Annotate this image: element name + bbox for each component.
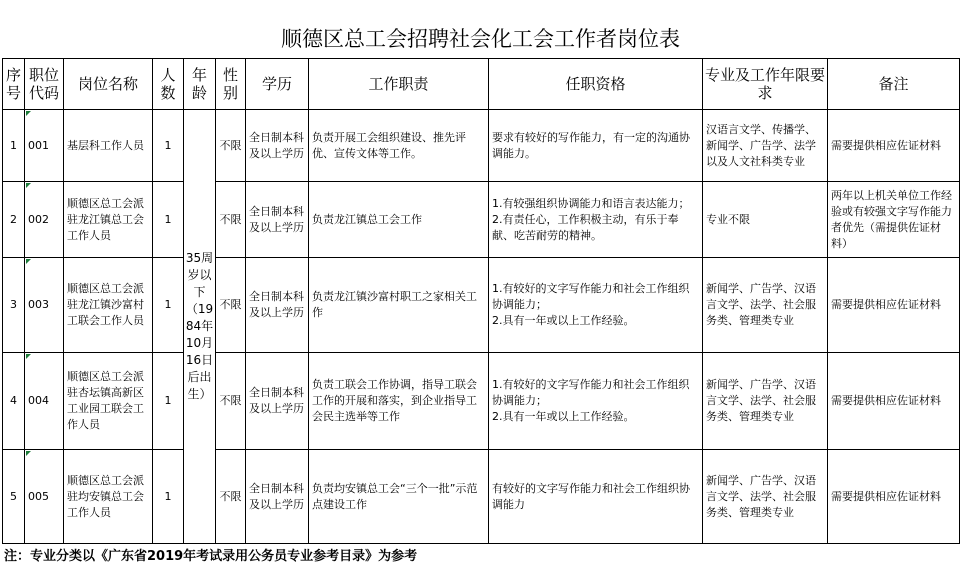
header-code: 职位代码 [25,59,64,110]
cell-seq: 2 [3,182,25,258]
header-count: 人数 [153,59,184,110]
cell-count: 1 [153,110,184,182]
cell-name: 顺德区总工会派驻龙江镇沙富村工联会工作人员 [64,258,153,353]
cell-gender: 不限 [216,353,246,450]
header-duties: 工作职责 [309,59,489,110]
header-major: 专业及工作年限要求 [703,59,828,110]
cell-gender: 不限 [216,110,246,182]
cell-notes: 两年以上机关单位工作经验或有较强文字写作能力者优先（需提供佐证材料） [828,182,960,258]
cell-code: 004 [25,353,64,450]
cell-duties: 负责龙江镇总工会工作 [309,182,489,258]
cell-count: 1 [153,353,184,450]
cell-major: 新闻学、广告学、汉语言文学、法学、社会服务类、管理类专业 [703,258,828,353]
header-name: 岗位名称 [64,59,153,110]
cell-qualifications: 1.有较好的文字写作能力和社会工作组织协调能力； 2.具有一年或以上工作经验。 [489,353,703,450]
header-notes: 备注 [828,59,960,110]
positions-table [2,58,960,544]
cell-gender: 不限 [216,450,246,544]
cell-seq: 4 [3,353,25,450]
cell-code: 005 [25,450,64,544]
cell-qualifications: 要求有较好的写作能力，有一定的沟通协调能力。 [489,110,703,182]
cell-count: 1 [153,450,184,544]
header-seq: 序号 [3,59,25,110]
cell-duties: 负责工联会工作协调，指导工联会工作的开展和落实，到企业指导工会民主选举等工作 [309,353,489,450]
cell-major: 专业不限 [703,182,828,258]
header-education: 学历 [246,59,309,110]
cell-code: 003 [25,258,64,353]
cell-major: 汉语言文学、传播学、新闻学、广告学、法学以及人文社科类专业 [703,110,828,182]
footnote: 注：专业分类以《广东省2019年考试录用公务员专业参考目录》为参考 [4,549,418,564]
cell-education: 全日制本科及以上学历 [246,182,309,258]
cell-education: 全日制本科及以上学历 [246,258,309,353]
cell-duties: 负责龙江镇沙富村职工之家相关工作 [309,258,489,353]
page-title: 顺德区总工会招聘社会化工会工作者岗位表 [281,27,680,51]
cell-notes: 需要提供相应佐证材料 [828,110,960,182]
cell-notes: 需要提供相应佐证材料 [828,258,960,353]
cell-count: 1 [153,258,184,353]
table-row [3,258,960,353]
cell-count: 1 [153,182,184,258]
cell-seq: 1 [3,110,25,182]
cell-education: 全日制本科及以上学历 [246,450,309,544]
table-row [3,450,960,544]
header-gender: 性别 [216,59,246,110]
cell-name: 顺德区总工会派驻龙江镇总工会工作人员 [64,182,153,258]
cell-seq: 3 [3,258,25,353]
table-row [3,353,960,450]
table-row [3,182,960,258]
cell-qualifications: 1.有较好的文字写作能力和社会工作组织协调能力； 2.具有一年或以上工作经验。 [489,258,703,353]
cell-qualifications: 有较好的文字写作能力和社会工作组织协调能力 [489,450,703,544]
cell-education: 全日制本科及以上学历 [246,110,309,182]
cell-duties: 负责开展工会组织建设、推先评优、宣传文体等工作。 [309,110,489,182]
cell-major: 新闻学、广告学、汉语言文学、法学、社会服务类、管理类专业 [703,450,828,544]
cell-major: 新闻学、广告学、汉语言文学、法学、社会服务类、管理类专业 [703,353,828,450]
cell-notes: 需要提供相应佐证材料 [828,353,960,450]
header-qualifications: 任职资格 [489,59,703,110]
cell-notes: 需要提供相应佐证材料 [828,450,960,544]
cell-name: 基层科工作人员 [64,110,153,182]
cell-gender: 不限 [216,182,246,258]
cell-seq: 5 [3,450,25,544]
cell-code: 001 [25,110,64,182]
cell-name: 顺德区总工会派驻杏坛镇高新区工业园工联会工作人员 [64,353,153,450]
header-row [3,59,960,110]
cell-qualifications: 1.有较强组织协调能力和语言表达能力； 2.有责任心，工作积极主动，有乐于奉献、吃苦耐劳的精神。 [489,182,703,258]
cell-duties: 负责均安镇总工会“三个一批”示范点建设工作 [309,450,489,544]
cell-gender: 不限 [216,258,246,353]
table-row [3,110,960,182]
header-age: 年龄 [184,59,216,110]
cell-education: 全日制本科及以上学历 [246,353,309,450]
cell-name: 顺德区总工会派驻均安镇总工会工作人员 [64,450,153,544]
cell-age: 35周岁以下（1984年10月16日后出生） [184,110,216,544]
cell-code: 002 [25,182,64,258]
